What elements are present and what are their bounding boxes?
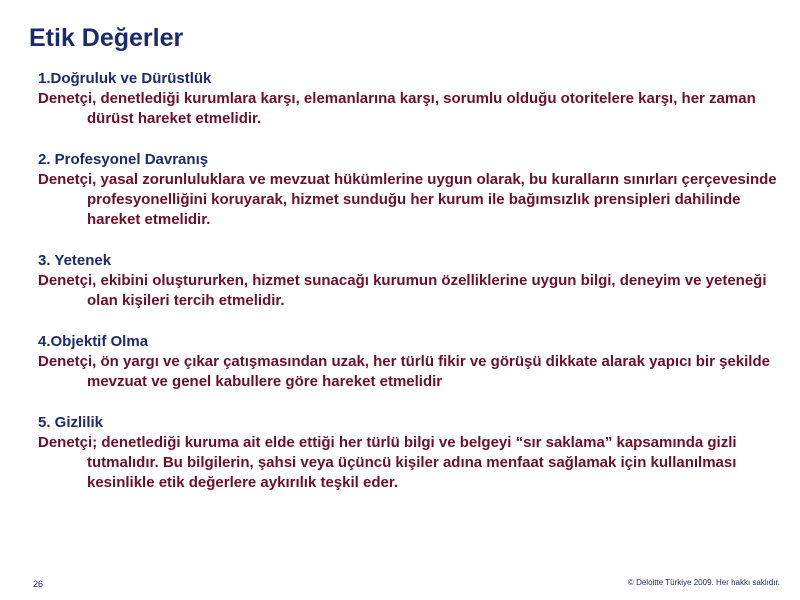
section-body: Denetçi, yasal zorunluluklara ve mevzuat hükümlerine uygun olarak, bu kuralların sınırları çerçevesinde profesyonelliğini koruyarak, hizmet sunduğu her kurum ile bağımsızlık prensipleri dahilinde hareket etmelidir. (38, 171, 777, 228)
page-number: 26 (33, 579, 44, 589)
section-gizlilik (38, 413, 778, 493)
slide-title: Etik Değerler (29, 24, 184, 52)
section-heading: 2. Profesyonel Davranış (38, 151, 209, 168)
section-heading: 4.Objektif Olma (38, 333, 149, 350)
copyright-notice: © Deloitte Türkiye 2009. Her hakkı saklıdır. (627, 578, 780, 587)
section-heading: 3. Yetenek (38, 252, 112, 269)
section-heading: 5. Gizlilik (38, 414, 104, 431)
slide-content (38, 69, 778, 514)
section-heading: 1.Doğruluk ve Dürüstlük (38, 70, 212, 87)
section-dogruluk (38, 69, 778, 129)
section-profesyonel-davranis (38, 150, 778, 230)
section-body: Denetçi, ön yargı ve çıkar çatışmasından uzak, her türlü fikir ve görüşü dikkate alarak yapıcı bir şekilde mevzuat ve genel kabullere göre hareket etmelidir (38, 353, 770, 390)
section-body: Denetçi, denetlediği kurumlara karşı, elemanlarına karşı, sorumlu olduğu otoritelere karşı, her zaman dürüst hareket etmelidir. (38, 90, 756, 127)
section-body: Denetçi; denetlediği kuruma ait elde ettiği her türlü bilgi ve belgeyi “sır saklama” kapsamında gizli tutmalıdır. Bu bilgilerin, şahsi veya üçüncü kişiler adına menfaat sağlamak için kullanılması kesinlikle etik değerlere aykırılık teşkil eder. (38, 434, 737, 491)
section-body: Denetçi, ekibini oluştururken, hizmet sunacağı kurumun özelliklerine uygun bilgi, deneyim ve yeteneği olan kişileri tercih etmelidir. (38, 272, 767, 309)
section-yetenek (38, 251, 778, 311)
section-objektif-olma (38, 332, 778, 392)
